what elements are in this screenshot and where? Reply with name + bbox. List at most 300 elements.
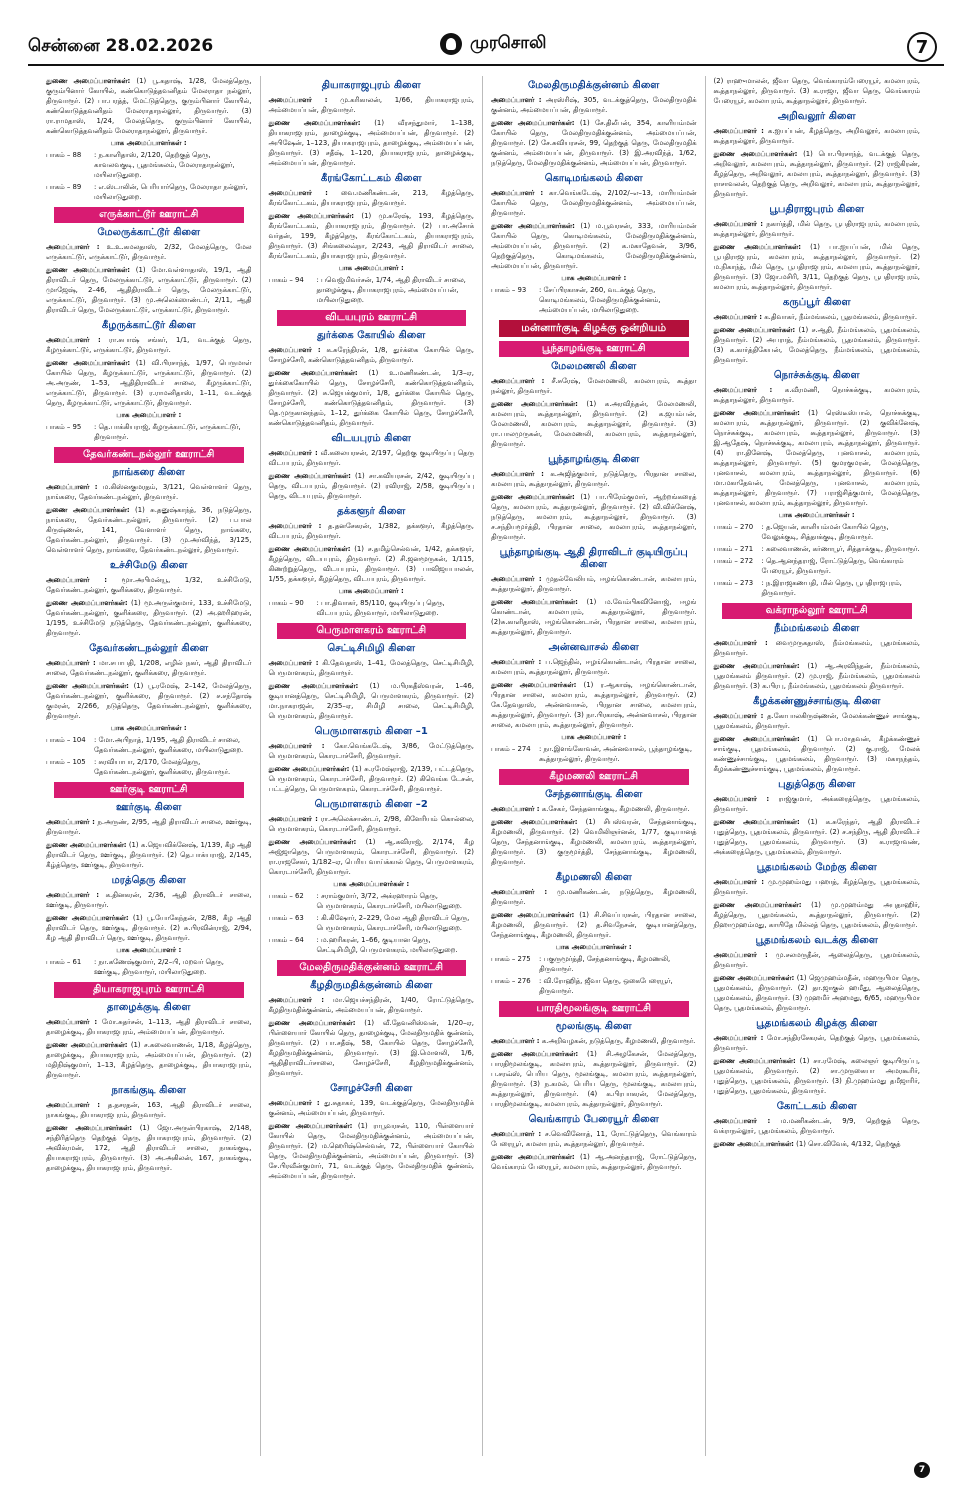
- entry-text: மு.சலமருதீன், ஆலைத்தெரு, பூதமங்கலம், திருவாரூர்.: [713, 951, 920, 969]
- booth-row: [46, 735, 252, 755]
- branch-heading: பூபதிராஜபுரம் கிளை: [769, 204, 865, 215]
- booth-organizer: : ந.காளிதாஸ், 2/120, தெற்குத் தெரு, காவலவகுடி, பூதமங்கலம், மேலராதாநல்லூர், மயிலாடுதுறை.: [94, 151, 235, 179]
- booth-number: பாகம் – 271: [713, 545, 754, 553]
- role-label: அமைப்பாளர் :: [268, 815, 318, 823]
- booth-organizer: : பகுருமூர்த்தி, சேந்தனாங்குடி, கீழமணலி, திருவாரூர்.: [539, 955, 671, 973]
- booth-organizers-subheading: பாக அமைப்பாளர்கள் :: [110, 139, 187, 147]
- entry-text: (1) மோ.வள்ளாதாஸ், 19/1, ஆதி திராவிடர் தெரு, மேலருக்காட்டூர், எருக்காட்டூர், திருவாரூர். (2) முாஜேஷ், 2–46, ஆதிதிராவிடர் தெரு, மேலருக்காட்டூர், எருக்காட்டூர், திருவாரூர். (3) மு.அலெக்ஸாண்டர், 2/11, ஆதி திராவிடர் தெரு, மேலருக்காட்டூர், எருக்காட்டூர், திருவாரூர்.: [46, 266, 252, 314]
- entry-text: (1) க.சுரேந்தர், ஆதி திராவிடர் புதுத்தெரு, பூதமங்கலம், திருவாரூர். (2) ச.சந்திரு, ஆதி திராவிடர் புதுத்தெரு, பூதமங்கலம், திருவாரூர். (3) க.ராஜாவண், அக்கரைத்தெரு, பூதமங்கலம், திருவாரூர்.: [713, 818, 920, 856]
- booth-organizer: : சராம்குமார், 3/72, அக்ரஹாரம் தெரு, பெருமாளகரம், கொரடாச்சேரி, மயிலாடுதுறை.: [316, 892, 462, 910]
- entry-text: (1) ரெஸ்டீஸ்பால், நொச்சுக்குடி, கமலாபுரம், கூத்தாநல்லூர், திருவாரூர். (2) குவிக்னேஷ், நொச்சுக்குடி, கமலாபுரம், கூத்தாநல்லூர், திருவாரூர். (3) இ.ஆதேஷ், நொச்சுக்குடி, கமலாபுரம், கூத்தாநல்லூர், திருவாரூர். (4) ரா.தினேஷ், மேலத்தெரு, புனவாசல், கமலாபுரம், கூத்தாநல்லூர், திருவாரூர். (5) குமரகுமரன், மேலத்தெரு, புனவாசல், கமலாபுரம், கூத்தாநல்லூர், திருவாரூர். (6) மா.மகாதேவன், மேலத்தெரு, புனவாசல், கமலாபுரம், கூத்தாநல்லூர், திருவாரூர். (7) பராஜ்சித்குமார், மேலத்தெரு, புனவாசல், கமலாபுரம், கூத்தாநல்லூர், திருவாரூர்.: [713, 409, 920, 507]
- role-label: அமைப்பாளர் :: [46, 891, 99, 899]
- entry-text: த.தனசேகரன், 1/382, தக்களூர், கீழத்தெரு, விடயபுரம், திருவாரூர்.: [268, 522, 474, 540]
- entry-text: க.வீரமணி, நொச்சுக்குடி, கமலாபுரம், கூத்தாநல்லூர், திருவாரூர்.: [713, 386, 920, 404]
- office-bearer-entry: [491, 680, 697, 730]
- branch-heading: நாகங்குடி கிளை: [111, 1085, 187, 1096]
- entry-text: (1) உ.மணிகண்டன், 1/3–ஏ, துர்க்கைகோயில் தெரு, சோழச்சேரி, கண்கொடுத்தவனிதம், திருவாரூர். (2) சு.ஜெயக்குமார், 1/8, துர்க்கை கோயில் தெரு, சோழச்சேரி, கண்கொடுத்தவனிதம், திருவாரூர். (3) தெ.முருகானந்தம், 1–12, துர்க்கை கோயில் தெரு, சோழச்சேரி, கண்கொடுத்தவனிதம், திருவாரூர்.: [268, 369, 474, 427]
- role-label: அமைப்பாளர் :: [491, 658, 542, 666]
- role-label: அமைப்பாளர் :: [713, 220, 764, 228]
- branch-block: [46, 560, 252, 638]
- booth-number: பாகம் – 272: [713, 557, 754, 565]
- role-label: அமைப்பாளர் :: [46, 1018, 98, 1026]
- role-label: அமைப்பாளர் :: [491, 377, 545, 385]
- role-label: துணை அமைப்பாளர்கள்:: [491, 222, 575, 230]
- branch-heading: பெருமாளகரம் கிளை –1: [314, 726, 428, 737]
- branch-block: [714, 297, 921, 365]
- role-label: அமைப்பாளர் :: [713, 1034, 764, 1042]
- office-bearer-entry: [714, 973, 921, 1013]
- booth-organizer: : சுரவியாபா, 2/170, மேலத்தெரு, தேவர்கண்டநல்லூர், குளிக்கரை, திருவாரூர்.: [94, 758, 231, 776]
- role-label: அமைப்பாளர் :: [46, 1101, 101, 1109]
- office-bearer-entry: [714, 794, 921, 814]
- office-bearer-entry: [714, 242, 921, 292]
- role-label: அமைப்பாளர் :: [268, 449, 318, 457]
- office-bearer-entry: [714, 76, 921, 106]
- office-bearer-entry: [46, 598, 252, 638]
- booth-organizer: : பவெஜ்மிவர்சன், 1/74, ஆதி திராவிடர் சாலை, தாழைக்குடி, தியாகராஜபுரம், அம்மையப்பன், மயிலாடுதுறை.: [316, 276, 466, 304]
- role-label: துணை அமைப்பாளர்கள்:: [268, 472, 351, 480]
- page-number-badge: 7: [907, 32, 937, 62]
- branch-block: [269, 623, 475, 721]
- branch-heading: தக்களூர் கிளை: [337, 506, 406, 517]
- office-bearer-entry: [491, 1036, 697, 1046]
- entry-text: ந.அருண், 2/95, ஆதி திராவிடர் சாலை, ஊர்குடி, திருவாரூர்.: [46, 818, 252, 836]
- office-bearer-entry: [269, 814, 475, 834]
- booth-row: [714, 522, 921, 542]
- branch-block: [491, 547, 697, 637]
- masthead-date: சென்னை 28.02.2026: [28, 36, 214, 56]
- entry-text: மா.சபாபதி, 1/208, எழில் நகர், ஆதி திராவிடர் சாலை, தேவர்கண்டநல்லூர், குளிக்கரை, திருவாரூர்.: [46, 659, 252, 677]
- masthead-brand: [440, 33, 547, 55]
- role-label: அமைப்பாளர் :: [268, 742, 325, 750]
- entry-text: (1) பூ.யோகேந்தன், 2/88, கீழ ஆதி திராவிடர் தெரு, ஊர்குடி, திருவாரூர். (2) சு.பிரவின்ராஜ், 2/94, கீழ ஆதி திராவிடர் தெரு, ஊர்குடி, திருவாரூர்.: [46, 914, 252, 942]
- entry-text: (1) பா.பிரேம்குமார், ஆற்றங்கரைத் தெரு, கமலாபுரம், கூத்தாநல்லூர், திருவாரூர். (2) வி.விக்னேஷ், நடுத்தெரு, கமலாபுரம், கூத்தாநல்லூர், திருவாரூர். (3) ச.சந்தியமூர்த்தி, பிரதான சாலை, கமலாபுரம், கூத்தாநல்லூர், திருவாரூர்.: [491, 493, 697, 541]
- entry-text: க.அறிவழகன், நடுத்தெரு, கீழமணலி, திருவாரூர்.: [539, 1037, 696, 1045]
- booth-organizers-subheading: பாக அமைப்பாளர் :: [116, 946, 182, 954]
- entry-text: த.தசரதன், 163, ஆதி திராவிடர் சாலை, நாகங்குடி, தியாகராஜபுரம், திருவாரூர்.: [46, 1101, 252, 1119]
- booth-organizer: : ம.ஹரிகரன், 1–66, குடியான தெரு, செட்டிசிமிழி, பெருமாளகரம், மயிலாடுதுறை.: [316, 936, 458, 954]
- role-label: துணை அமைப்பாளர்கள்:: [491, 1050, 579, 1058]
- office-bearer-entry: [46, 658, 252, 678]
- office-bearer-entry: [269, 95, 475, 115]
- office-bearer-entry: [46, 1100, 252, 1120]
- role-label: துணை அமைப்பாளர்கள்:: [46, 599, 128, 607]
- entry-text: ம.கிஸ்னகுமரதம், 3/121, வெள்ளாளர் தெரு, நாங்கரை, தேவர்கண்டநல்லூர், திருவாரூர்.: [46, 483, 252, 501]
- entry-text: உ.உ.கமலதாஸ், 2/32, மேலத்தெரு, மேல எருக்காட்டூர், எருக்காட்டூர், திருவாரூர்.: [46, 243, 252, 261]
- entry-text: ம.மணிகண்டன், 9/9, தெற்குத் தெரு, வக்ராநல்லூர், பூதமங்கலம், திருவாரூர்.: [713, 1117, 920, 1135]
- booth-organizers-subheading: பாக அமைப்பாளர்கள் :: [555, 943, 632, 951]
- entry-text: (1) ம.பிரகதீஸ்வரன், 1–46, குடியானத்தெரு, செட்டிசிமிழி, பெருமாளகரம், திருவாரூர். (2) மா.நாகராஜன், 2/35–ஏ, சிமிழி சாலை, செட்டிசிமிழி, பெருமாளகரம், திருவாரூர்.: [268, 682, 474, 720]
- branch-heading: ஊர்குடி கிளை: [116, 802, 182, 813]
- panchayat-heading: வக்ராநல்லூர் ஊராட்சி: [722, 603, 913, 619]
- role-label: துணை அமைப்பாளர்கள்:: [713, 1140, 794, 1148]
- office-bearer-entry: [714, 734, 921, 774]
- entry-text: க.திவாகர், நீம்மங்கலம், பூதமங்கலம், திருவாரூர்.: [762, 313, 918, 321]
- role-label: துணை அமைப்பாளர்கள்:: [713, 150, 798, 158]
- role-label: அமைப்பாளர் :: [491, 96, 542, 104]
- office-bearer-entry: [269, 521, 475, 541]
- booth-number: பாகம் – 88: [46, 151, 82, 159]
- office-bearer-entry: [269, 188, 475, 208]
- role-label: அமைப்பாளர் :: [268, 659, 319, 667]
- role-label: அமைப்பாளர் :: [46, 243, 100, 251]
- entry-text: மோ.சுதர்சன், 1–113, ஆதி திராவிடர் சாலை, தாழைக்குடி, தியாகராஜபுரம், அம்மையப்பன், திருவாரூர்.: [46, 1018, 252, 1036]
- branch-heading: விடயபுரம் கிளை: [331, 433, 412, 444]
- office-bearer-entry: [714, 1033, 921, 1053]
- entry-text: (1) வீரசந்துமார், 1–138, தியாகராஜபுரம், தாழைக்குடி, அம்மையப்பன், திருவாரூர். (2) அபிஷேன், 1–123, தியாகராஜபுரம், தாழைக்குடி, அம்மையப்பன், திருவாரூர். (3) சதீஷ், 1–120, தியாகராஜபுரம், தாழைக்குடி, அம்மையப்பன், திருவாரூர்.: [268, 119, 474, 167]
- entry-text: நகார்த்தி, மில் தெரு, பூபதிராஜபுரம், கமலாபுரம், கூத்தாநல்லூர், திருவாரூர்.: [713, 220, 920, 238]
- booth-organizers-subheading: பாக அமைப்பாளர்கள் :: [778, 511, 855, 519]
- entry-text: (1) ஜெமுஹம்மதீன், மஹருபிமா தெரு, பூதமங்கலம், திருவாரூர். (2) தா.ஜாகுல் ஹமீது, ஆலைத்தெரு, பூதமங்கலம், திருவாரூர். (3) முஹமீர் அஹமது, 6/65, மஹருபிமா தெரு, பூதமங்கலம், திருவாரூர்.: [713, 974, 920, 1012]
- branch-heading: வெங்காரம் பேரையூர் கிளை: [528, 1114, 659, 1125]
- entry-text: வைமுருகதாஸ், நீம்மங்கலம், பூதமங்கலம், திருவாரூர்.: [713, 639, 920, 657]
- branch-heading: புதுத்தெரு கிளை: [778, 779, 856, 790]
- entry-text: கா.வெங்கடேஷ், 2/102/–எ–13, மாரியம்மன் கோயில் தெரு, மேலதிருமதிக்குன்னம், அம்மையப்பன், திருவாரூர்.: [491, 189, 697, 217]
- entry-text: ராஜ்குமார், அக்கரைத்தெரு, பூதமங்கலம், திருவாரூர்.: [713, 795, 920, 813]
- booth-organizers-subheading: பாக அமைப்பாளர் :: [338, 587, 404, 595]
- office-bearer-entry: [269, 471, 475, 501]
- office-bearer-entry: [491, 399, 697, 449]
- office-bearer-entry: [714, 408, 921, 508]
- branch-heading: பூதமங்கலம் மேற்கு கிளை: [756, 862, 877, 873]
- booth-organizer: : சேப்பிரகாசன், 260, வடக்குத் தெரு, கொடிமங்கலம், மேலதிருமதிக்குன்னம், அம்மையப்பன், மயிலாடுதுறை.: [539, 286, 661, 314]
- entry-text: (1) ச.ஆதி, நீம்மங்கலம், பூதமங்கலம், திருவாரூர். (2) அபராத், நீம்மங்கலம், பூதமங்கலம், திருவாரூர். (3) க.கார்த்திகேயன், மேலத்தெரு, நீம்மங்கலம், பூதமங்கலம், திருவாரூர்.: [713, 326, 920, 364]
- entry-text: (1) ஆ.அரவிந்தன், நீம்மங்கலம், பூதமங்கலம் திருவாரூர். (2) மு.ராஜ், நீம்மங்கலம், பூதமங்கலம் திருவாரூர். (3) க.பிரபு, நீம்மங்கலம், பூதமங்கலம் திருவாரூர்.: [713, 662, 920, 690]
- role-label: அமைப்பாளர் :: [713, 1117, 771, 1125]
- booth-organizer: : நா.இளங்கோவன், அன்னவாசல், பூந்தாழங்குடி, கூத்தாநல்லூர், திருவாரூர்.: [539, 745, 693, 763]
- column-4: [706, 76, 929, 1456]
- branch-block: [714, 370, 921, 598]
- entry-text: மு.முஹம்மது பஹாத், கீழத்தெரு, பூதமங்கலம், திருவாரூர்.: [713, 878, 920, 896]
- role-label: அமைப்பாளர் :: [713, 878, 764, 886]
- role-label: அமைப்பாளர் :: [46, 483, 98, 491]
- branch-block: [269, 80, 475, 168]
- office-bearer-entry: [46, 242, 252, 262]
- entry-text: (1) வீ.தேவனிஸ்வன், 1/20–ஏ, பிள்ளையார் கோயில் தெரு, தாழைக்குடி, மேலதிருமதிக் குன்னம், திருவாரூர். (2) பா.சதீஷ், 58, கோயில் தெரு, சோழச்சேரி, கீழதிருமதிக்குன்னம், திருவாரூர். (3) இ.மொளலி, 1/6, ஆதிதிராவிடர்சாலை, சோழச்சேரி, கீழதிருமதிக்குன்னம், திருவாரூர்.: [268, 1019, 474, 1077]
- role-label: துணை அமைப்பாளர்கள்:: [268, 765, 350, 773]
- booth-number: பாகம் – 94: [268, 276, 304, 284]
- panchayat-heading: தேவர்கண்டநல்லூர் ஊராட்சி: [54, 447, 244, 463]
- branch-heading: துர்க்கை கோயில் கிளை: [317, 330, 426, 341]
- office-bearer-entry: [46, 265, 252, 315]
- booth-number: பாகம் – 90: [268, 599, 304, 607]
- office-bearer-entry: [714, 950, 921, 970]
- entry-text: (1) ராபூவரசன், 110, பிள்ளையார் கோயில் தெரு, மேலதிருமதிக்குன்னம், அம்மையப்பன், திருவாரூர். (2) ம.ஹெரிஷ்செல்வன், 72, பிள்ளையார் கோயில் தெரு, மேலதிருமதிக்குன்னம், அம்மையப்பன், திருவாரூர். (3) சே.பிரவீன்குமார், 71, வடக்குத் தெரு, மேலதிருமதிக் குன்னம், அம்மையப்பன், திருவாரூர்.: [268, 1122, 474, 1180]
- booth-organizers-subheading: பாக அமைப்பாளர் :: [561, 733, 627, 741]
- branch-block: [491, 872, 697, 996]
- branch-block: [46, 76, 252, 202]
- office-bearer-entry: [46, 1123, 252, 1173]
- masthead: [0, 0, 972, 62]
- booth-number: பாகம் – 89: [46, 183, 82, 191]
- office-bearer-entry: [491, 95, 697, 115]
- office-bearer-entry: [491, 597, 697, 637]
- office-bearer-entry: [46, 358, 252, 408]
- branch-heading: பூந்தாழங்குடி ஆதி திராவிடர் குடியிருப்பு கிளை: [499, 547, 688, 570]
- branch-heading: கீழதிருமதிக்குன்னம் கிளை: [310, 980, 433, 991]
- booth-row: [46, 422, 252, 442]
- entry-text: க.அஜித்குமார், நடுத்தெரு, பிரதான சாலை, கமலாபுரம், கூத்தாநல்லூர், திருவாரூர்.: [491, 470, 697, 488]
- branch-heading: மூலங்குடி கிளை: [555, 1021, 632, 1032]
- office-bearer-entry: [269, 741, 475, 761]
- role-label: அமைப்பாளர் :: [713, 639, 768, 647]
- branch-heading: பெருமாளகரம் கிளை –2: [314, 799, 428, 810]
- booth-organizers-subheading: பாக அமைப்பாளர்கள் :: [333, 880, 410, 888]
- booth-row: [714, 544, 921, 554]
- branch-block: [714, 111, 921, 199]
- booth-row: [491, 976, 697, 996]
- role-label: அமைப்பாளர் :: [46, 659, 96, 667]
- booth-organizers-subheading: பாக அமைப்பாளர்கள் :: [110, 724, 187, 732]
- booth-number: பாகம் – 61: [46, 958, 82, 966]
- branch-block: [269, 173, 475, 305]
- entry-text: மா.ஜெயச்சந்திரன், 1/40, ரோட்டுத்தெரு, கீழதிருமதிக்குன்னம், அம்மையப்பன், திருவாரூர்.: [268, 996, 474, 1014]
- booth-row: [269, 935, 475, 955]
- role-label: அமைப்பாளர் :: [713, 951, 768, 959]
- office-bearer-entry: [491, 1049, 697, 1109]
- entry-text: (1) ஆ.கவிராஜ், 2/174, கீழ அஜ்ஜாதெரு, பெருமாளகரம், கொரடாச்சேரி, திருவாரூர். (2) ரா.ராஜசேகர், 1/182–ஏ, பெரிய வாய்க்கால் தெரு, பெருமாளகரம், கொரடாச்சேரி, திருவாரூர்.: [268, 838, 474, 876]
- entry-text: (1) சே.திலீபன், 354, காளியம்மன் கோயில் தெரு, மேலதிருமதிக்குன்னம், அம்மையப்பன், திருவாரூர். (2) சே.சுவியரசன், 99, தெற்குத் தெரு, மேலதிருமதிக் குன்னம், அம்மையப்பன், திருவாரூர். (3) இ.அரவிந்த், 1/62, நடுத்தெரு, மேலதிருமதிக்குன்னம், அம்மையப்பன், திருவாரூர்.: [491, 119, 697, 167]
- role-label: அமைப்பாளர் :: [713, 386, 773, 394]
- entry-text: (1) சு.ரமேஷ்ராஜ், 2/139, பட்டத்தெரு, பெருமாளகரம், கொரடாச்சேரி, திருவாரூர். (2) கிவெங்க டேசன், பட்டத்தெரு, பெருமாளகரம், கொரடாச்சேரி, திருவாரூர்.: [268, 765, 474, 793]
- role-label: அமைப்பாளர் :: [268, 189, 328, 197]
- office-bearer-entry: [714, 1116, 921, 1136]
- office-bearer-entry: [714, 385, 921, 405]
- booth-number: பாகம் – 275: [491, 955, 531, 963]
- office-bearer-entry: [46, 1040, 252, 1080]
- branch-heading: பூதமங்கலம் வடக்கு கிளை: [755, 935, 878, 946]
- entry-text: (1) ஜோ.அருள்பிரகாஷ், 2/148, சந்திரித்தெரு தெற்குத் தெரு, தியாகராஜபுரம், திருவாரூர். (2) அவிக்ரமன், 172, ஆதி திராவிடர் சாலை, நாகங்குடி, தியாகராஜபுரம், திருவாரூர். (3) அ.அகிலன், 167, நாகங்குடி, தாழைக்குடி, தியாகராஜபுரம், திருவாரூர்.: [46, 1124, 252, 1172]
- booth-number: பாகம் – 63: [268, 914, 304, 922]
- branch-heading: செட்டிசிமிழி கிளை: [327, 643, 416, 654]
- office-bearer-entry: [714, 661, 921, 691]
- office-bearer-entry: [269, 211, 475, 261]
- office-bearer-entry: [269, 1018, 475, 1078]
- entry-text: (1) க.ஜெயவிக்னேஷ், 1/139, கீழ ஆதி திராவிடர் தெரு, ஊர்குடி, திருவாரூர். (2) தெ.பாக்யராஜ், 2/145, கீழ்த்தெரு, ஊர்குடி, திருவாரூர்.: [46, 841, 252, 869]
- entry-text: க.தினகரன், 2/36, ஆதி திராவிடர் சாலை, ஊர்குடி, திருவாரூர்.: [46, 891, 252, 909]
- booth-number: பாகம் – 274: [491, 745, 531, 753]
- entry-text: (1) சு.தனுஷ்காந்த், 36, நடுத்தெரு, நாங்கரை, தேவர்கண்டநல்லூர், திருவாரூர். (2) ப.பால கிருஷ்ணன், 141, வேளாளர் தெரு, நாங்கரை, தேவர்கண்டநல்லூர், திருவாரூர். (3) மு.அர்விந்த், 3/125, வெள்ளாளர் தெரு, நாங்கரை, தேவர்கண்டநல்லூர், திருவாரூர்.: [46, 506, 252, 554]
- branch-heading: நீம்மங்கலம் கிளை: [774, 623, 860, 634]
- role-label: துணை அமைப்பாளர்கள்:: [713, 662, 800, 670]
- branch-heading: கீழருக்காட்டூர் கிளை: [101, 320, 196, 331]
- branch-heading: நாங்கரை கிளை: [112, 467, 185, 478]
- entry-text: (1) சி.அழகேசன், மேலத்தெரு, பாரதிமூலங்குடி, கமலாபுரம், கூத்தாநல்லூர், திருவாரூர். (2) ப.சரவ்ஸ், பெரிய தெரு, மூலங்குடி, கமலாபுரம், கூத்தாநல்லூர், திருவாரூர். (3) ந.கமல், பெரிய தெரு, மூலங்குடி, கமலாபுரம், கூத்தாநல்லூர், திருவாரூர். (4) க.பிரபாகரன், மேலத்தெரு, பாரதிமூலங்குடி, கமலாபுரம், கூத்தாநல்லூர், திருவாரூர்.: [491, 1050, 697, 1108]
- newspaper-title: முரசொலி: [470, 33, 547, 53]
- entry-text: (1) சா.கவியரசன், 2/42, குடியிருப்பு தெரு, விடயபுரம், திருவாரூர். (2) ரவிராஜ், 2/58, குடியிருப்பு தெரு, விடயபுரம், திருவாரூர்.: [268, 472, 474, 500]
- role-label: துணை அமைப்பாளர்கள்:: [46, 1124, 132, 1132]
- role-label: துணை அமைப்பாளர்கள்:: [713, 735, 800, 743]
- office-bearer-entry: [714, 126, 921, 146]
- entry-text: (1) பா.ஐயப்பன், மில் தெரு, பூபதிராஜபுரம், கமலாபுரம், கூத்தாநல்லூர், திருவாரூர். (2) ம.நிகாந்த், மில் தெரு, பூபதிராஜபுரம், கமலாபுரம், கூத்தாநல்லூர், திருவாரூர். (3) ஜோ.மசிரி, 3/11, தெற்குத் தெரு, பூபதிராஜபுரம், கமலாபுரம், கூத்தாநல்லூர், திருவாரூர்.: [713, 243, 920, 291]
- entry-text: (1) ம.வேம்பிகவினோஜ், ஈழங் கொண்டான், கமலாபுரம், கூத்தாநல்லூர், திருவாரூர். (2)சு.காளிதாஸ், ஈழங்கொண்டான், பிரதான சாலை, கமலாபுரம், கூத்தாநல்லூர், திருவாரூர்.: [491, 598, 697, 636]
- booth-number: பாகம் – 276: [491, 977, 531, 985]
- branch-heading: கீரங்கோட்டகம் கிளை: [320, 173, 422, 184]
- branch-heading: நொச்சுக்குடி கிளை: [773, 370, 860, 381]
- role-label: அமைப்பாளர் :: [491, 1037, 540, 1045]
- role-label: துணை அமைப்பாளர்கள்:: [46, 359, 131, 367]
- booth-number: பாகம் – 270: [713, 523, 754, 531]
- role-label: துணை அமைப்பாளர்கள்:: [46, 682, 129, 690]
- office-bearer-entry: [46, 505, 252, 555]
- entry-text: (1) பூ.ரமேஷ், 2–142, மேலத்தெரு, தேவர்கண்டநல்லூர், குளிக்கரை, திருவாரூர். (2) ச.சந்தோஷ் குமரன், 2/266, நடுத்தெரு, தேவர்கண்டநல்லூர், குளிக்கரை, திருவாரூர்.: [46, 682, 252, 720]
- branch-block: [46, 875, 252, 977]
- role-label: துணை அமைப்பாளர்கள்:: [268, 369, 358, 377]
- masthead-rule: [28, 64, 944, 66]
- branch-block: [269, 310, 475, 428]
- entry-text: க.சேகர், சேந்தனாங்குடி, கீழமணலி, திருவாரூர்.: [539, 805, 690, 813]
- office-bearer-entry: [491, 657, 697, 677]
- entry-text: (1) ர.ஆகாஷ், ஈழங்கொண்டான், பிரதான சாலை, கமலாபுரம், கூத்தாநல்லூர், திருவாரூர். (2) கே.தேவதாஸ், அன்னவாசல், பிரதான சாலை, கமலாபுரம், கூத்தாநல்லூர், திருவாரூர். (3) நா.பிரகாஷ், அன்னவாசல், பிரதான சாலை, கமலாபுரம், கூத்தாநல்லூர், திருவாரூர்.: [491, 681, 697, 729]
- role-label: துணை அமைப்பாளர்கள்:: [491, 1153, 575, 1161]
- booth-number: பாகம் – 64: [268, 936, 304, 944]
- branch-block: [491, 320, 697, 449]
- role-label: துணை அமைப்பாளர்கள்:: [491, 911, 575, 919]
- office-bearer-entry: [491, 221, 697, 271]
- branch-block: [491, 454, 697, 542]
- booth-row: [46, 757, 252, 777]
- office-bearer-entry: [714, 219, 921, 239]
- role-label: அமைப்பாளர் :: [46, 336, 101, 344]
- branch-block: [269, 799, 475, 955]
- booth-organizer: : வி.ரோஹித், ஜீவா தெரு, ஒகைபேரையூர், திருவாரூர்.: [539, 977, 673, 995]
- role-label: அமைப்பாளர் :: [46, 818, 95, 826]
- role-label: அமைப்பாளர் :: [491, 470, 544, 478]
- branch-block: [46, 447, 252, 555]
- office-bearer-entry: [491, 188, 697, 218]
- booth-row: [269, 913, 475, 933]
- entry-text: (1) ம.பூவரசன், 333, மாரியம்மன் கோயில் தெரு, கொடிமங்கலம், மேலதிருமதிக்குன்னம், அம்மையப்பன், திருவாரூர். (2) க.மகாதேவன், 3/96, தெற்குத்தெரு, கொடிமங்கலம், மேலதிருமதிக்குன்னம், அம்மையப்பன், திருவாரூர்.: [491, 222, 697, 270]
- office-bearer-entry: [491, 118, 697, 168]
- office-bearer-entry: [491, 887, 697, 907]
- branch-block: [491, 80, 697, 168]
- entry-text: ச.வெவினோத், 11, ரோட்டுத்தெரு, வெங்காரம் பேரையூர், கமலாபுரம், கூத்தாநல்லூர், திருவாரூர்.: [491, 1130, 697, 1148]
- branch-block: [46, 782, 252, 870]
- office-bearer-entry: [269, 658, 475, 678]
- office-bearer-entry: [491, 574, 697, 594]
- booth-row: [46, 957, 252, 977]
- office-bearer-entry: [269, 368, 475, 428]
- role-label: துணை அமைப்பாளர்கள்:: [46, 266, 131, 274]
- branch-block: [269, 1083, 475, 1181]
- entry-text: கி.தேவதாஸ், 1–41, மேலத்தெரு, செட்டிசிமிழி, பெருமாளகரம், திருவாரூர்.: [268, 659, 474, 677]
- branch-block: [714, 76, 921, 106]
- entry-text: (1) வி.பிரசாந்த், 1/97, பெருமாள் கோயில் தெரு, கீழருக்காட்டூர், எருக்காட்டூர், திருவாரூர். (2) அ.அருண், 1–53, ஆதிதிராவிடர் சாலை, கீழருக்காட்டூர், எருக்காட்டூர், திருவாரூர். (3) ர.ராமனிதாஸ், 1–11, வடக்குத் தெரு, கீழருக்காட்டூர், எருக்காட்டூர், திருவாரூர்.: [46, 359, 252, 407]
- role-label: அமைப்பாளர் :: [268, 522, 322, 530]
- role-label: அமைப்பாளர் :: [713, 712, 764, 720]
- booth-organizer: : பா.திவாகர், 85/110, குடியிருப்பு தெரு, விடயபுரம், திருவாரூர், மயிலாடுதுறை.: [316, 599, 445, 617]
- office-bearer-entry: [491, 817, 697, 867]
- branch-block: [269, 960, 475, 1078]
- footer-page-number: 7: [914, 1462, 930, 1478]
- role-label: அமைப்பாளர் :: [491, 805, 540, 813]
- newspaper-logo-icon: [440, 33, 462, 55]
- branch-heading: கீழக்கண்ணுச்சாங்குடி கிளை: [753, 696, 881, 707]
- office-bearer-entry: [714, 325, 921, 365]
- branch-heading: அன்னவாசல் கிளை: [548, 642, 639, 653]
- branch-block: [491, 1114, 697, 1172]
- entry-text: ரா.சுபாஷ் சங்கர், 1/1, வடக்குத் தெரு, கீழருக்காட்டூர், எருக்காட்டூர், திருவாரூர்.: [46, 336, 252, 354]
- office-bearer-entry: [46, 817, 252, 837]
- entry-text: மு.மணிகண்டன், நடுத்தெரு, கீழமணலி, திருவாரூர்.: [491, 888, 697, 906]
- branch-block: [491, 1001, 697, 1109]
- role-label: துணை அமைப்பாளர்கள்:: [46, 841, 127, 849]
- office-bearer-entry: [269, 448, 475, 468]
- panchayat-heading: பாரதிமூலங்குடி ஊராட்சி: [499, 1001, 689, 1017]
- entry-text: வீ.கலையரசன், 2/197, தெற்கு குடியிருப்பு தெரு விடயபுரம், திருவாரூர்.: [268, 449, 474, 467]
- branch-block: [491, 642, 697, 764]
- panchayat-heading: மேலதிருமதிக்குன்னம் ஊராட்சி: [277, 960, 467, 976]
- branch-block: [269, 433, 475, 501]
- office-bearer-entry: [269, 995, 475, 1015]
- branch-block: [46, 643, 252, 777]
- role-label: துணை அமைப்பாளர்கள்:: [491, 818, 578, 826]
- role-label: அமைப்பாளர் :: [268, 96, 328, 104]
- role-label: அமைப்பாளர் :: [268, 996, 324, 1004]
- office-bearer-entry: [46, 890, 252, 910]
- entry-text: (1) பொ.மாதவன், கீழக்கண்ணுச் சாங்குடி, பூதமங்கலம், திருவாரூர். (2) கு.ராஜ், மேலக் கண்ணுச்சாங்குடி, பூதமங்கலம், திருவாரூர். (3) மகாநந்தம், கீழக்கண்ணுச்சாங்குடி, பூதமங்கலம், திருவாரூர்.: [713, 735, 920, 773]
- entry-text: (1) க.அரவிந்தன், மேலமணலி, கமலாபுரம், கூத்தாநல்லூர், திருவாரூர். (2) க.ஜயம்பன், மேலமணலி, கமலாபுரம், கூத்தாநல்லூர், திருவாரூர். (3) ரா.பாலமுருகன், மேலமணலி, கமலாபுரம், கூத்தாநல்லூர், திருவாரூர்.: [491, 400, 697, 448]
- office-bearer-entry: [714, 149, 921, 199]
- role-label: துணை அமைப்பாளர்கள்:: [491, 493, 575, 501]
- panchayat-heading: பூந்தாழங்குடி ஊராட்சி: [499, 341, 689, 357]
- article-columns: [38, 76, 928, 1456]
- booth-row: [269, 275, 475, 305]
- entry-text: (1) பொ.பிரசாந்த், வடக்குத் தெரு, அறிவலூர், கமலாபுரம், கூத்தாநல்லூர், திருவாரூர். (2) ராஜ்கிரண், கீழத்தெரு, அறிவலூர், கமலாபுரம், கூத்தாநல்லூர், திருவாரூர். (3) ராசாவலன், தெற்குத் தெரு, அறிவலூர், கமலாபுரம், கூத்தாநல்லூர், திருவாரூர்.: [713, 150, 920, 198]
- branch-block: [714, 862, 921, 930]
- office-bearer-entry: [269, 345, 475, 365]
- role-label: அமைப்பாளர் :: [713, 313, 763, 321]
- panchayat-heading: கீழமணலி ஊராட்சி: [499, 769, 689, 785]
- branch-block: [46, 982, 252, 1080]
- booth-row: [46, 182, 252, 202]
- entry-text: மூா.அபிமன்யூ, 1/32, உச்சிமேடு, தேவர்கண்டநல்லூர், குளிக்கரை, திருவாரூர்.: [46, 576, 252, 594]
- entry-text: த.கோபாலகிருஷ்ணன், மேலக்கண்ணுச் சாங்குடி, பூதமங்கலம், திருவாரூர்.: [713, 712, 920, 730]
- booth-row: [491, 285, 697, 315]
- role-label: அமைப்பாளர் :: [46, 576, 108, 584]
- booth-organizer: : தெ.ஆனந்தராஜ், ரோட்டுத்தெரு, வெங்காரம் பேரையூர், திருவாரூர்.: [761, 557, 904, 575]
- office-bearer-entry: [491, 910, 697, 940]
- branch-block: [714, 696, 921, 774]
- entry-text: க.சுரேந்திரன், 1/8, துர்க்கை கோயில் தெரு, சோழச்சேரி, கண்கொடுத்தவனிதம், திருவாரூர்.: [268, 346, 474, 364]
- office-bearer-entry: [46, 681, 252, 721]
- booth-organizers-subheading: பாக அமைப்பாளர் :: [116, 411, 182, 419]
- entry-text: (2) ராஹுமாலன், ஜீவா தெரு, வெங்காரம்பேரையூர், கமலாபுரம், கூத்தாநல்லூர், திருவாரூர். (3) க.ராஜா, ஜீவா தெரு, வெங்காரம் பேரையூர், கமலாபுரம், கூத்தாநல்லூர், திருவாரூர்.: [713, 77, 920, 105]
- booth-number: பாகம் – 62: [268, 892, 304, 900]
- office-bearer-entry: [46, 76, 252, 136]
- entry-text: முதல்வேலியம், ஈழங்கொண்டான், கமலாபுரம், கூத்தாநல்லூர், திருவாரூர்.: [491, 575, 697, 593]
- entry-text: (1) ஆ.அனந்தராஜ், ரோட்டுத்தெரு, வெங்காரம் பேரையூர், கமலாபுரம், கூத்தாநல்லூர், திருவாரூர்.: [491, 1153, 697, 1171]
- column-2: [261, 76, 484, 1456]
- office-bearer-entry: [491, 469, 697, 489]
- booth-organizer: : நா.கணேஷ்குமார், 2/2–பி, மறவர் தெரு, ஊர்குடி, திருவாரூர், மயிலாடுதுறை.: [94, 958, 224, 976]
- entry-text: (1) மு.சுரேஷ், 193, கீழத்தெரு, கீரங்கோட்டகம், தியாகராஜபுரம், திருவாரூர். (2) பா.அசோக் வர்தன், 199, கீழத்தெரு, கீரங்கோட்டகம், தியாகராஜபுரம், திருவாரூர். (3) சிங்கலைவ்நா, 2/243, ஆதி திராவிடர் சாலை, கீரங்கோட்டகம், தியாகராஜபுரம், திருவாரூர்.: [268, 212, 474, 260]
- panchayat-heading: ஊர்குடி ஊராட்சி: [54, 782, 244, 798]
- office-bearer-entry: [491, 492, 697, 542]
- branch-block: [714, 1018, 921, 1096]
- office-bearer-entry: [714, 711, 921, 731]
- role-label: துணை அமைப்பாளர்கள்:: [268, 1019, 356, 1027]
- role-label: துணை அமைப்பாளர்கள்:: [713, 1057, 796, 1065]
- office-bearer-entry: [46, 1017, 252, 1037]
- office-bearer-entry: [714, 638, 921, 658]
- role-label: துணை அமைப்பாளர்கள்:: [268, 212, 355, 220]
- booth-organizer: : எ.ஸ்டாலின், பெரியார்தெரு, மேலராதா நல்லூர், மயிலாடுதுறை.: [94, 183, 248, 201]
- role-label: துணை அமைப்பாளர்கள்:: [713, 409, 800, 417]
- office-bearer-entry: [491, 1152, 697, 1172]
- role-label: அமைப்பாளர் :: [713, 795, 770, 803]
- office-bearer-entry: [714, 1056, 921, 1096]
